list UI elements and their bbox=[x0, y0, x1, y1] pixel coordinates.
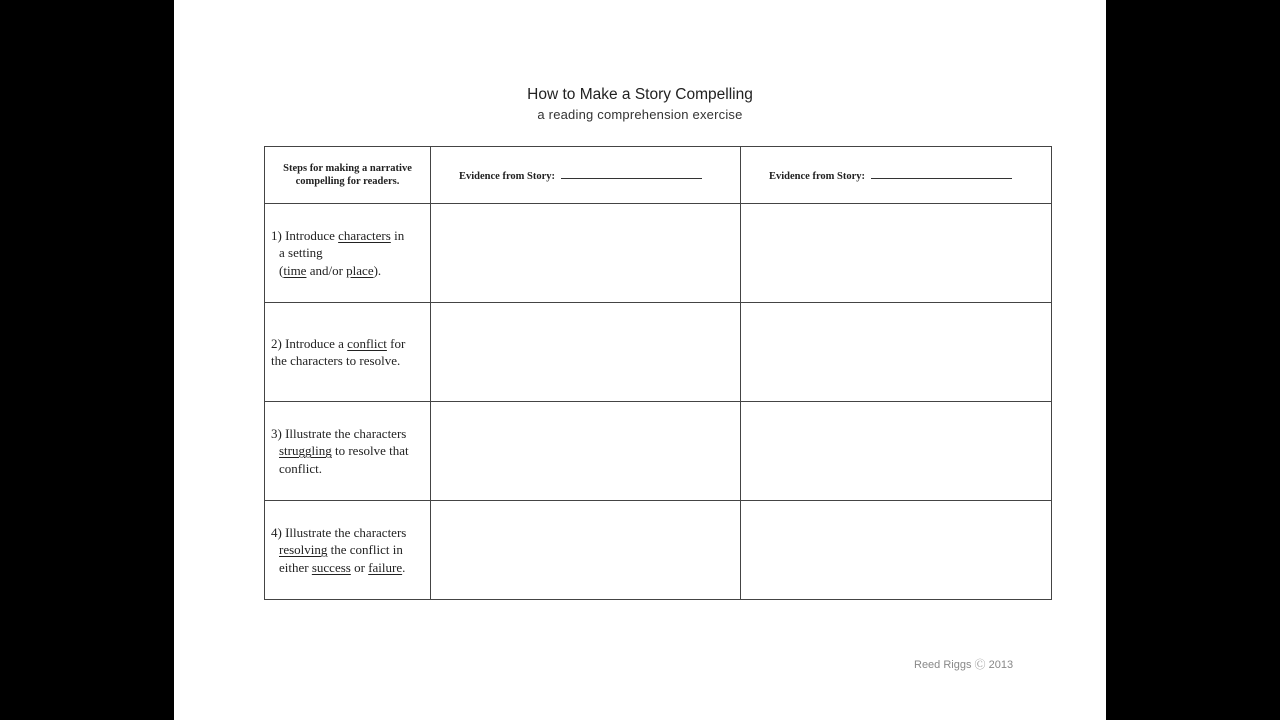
step-keyword: conflict bbox=[347, 335, 387, 351]
worksheet-page bbox=[174, 0, 1106, 720]
page-subtitle: a reading comprehension exercise bbox=[537, 107, 743, 122]
worksheet-table bbox=[264, 146, 1052, 600]
step-text: 1) Introduce bbox=[271, 227, 339, 243]
evidence-header-label-2: Evidence from Story: bbox=[769, 170, 866, 182]
step-text: a setting bbox=[279, 245, 323, 261]
evidence-cell-4-2[interactable] bbox=[741, 501, 1052, 600]
step-cell-2 bbox=[265, 303, 431, 402]
step-keyword: resolving bbox=[279, 542, 328, 558]
evidence-cell-3-2[interactable] bbox=[741, 402, 1052, 501]
step-text: in bbox=[390, 227, 405, 243]
evidence-cell-3-1[interactable] bbox=[431, 402, 741, 501]
step-keyword: failure bbox=[368, 559, 403, 575]
page-title: How to Make a Story Compelling bbox=[527, 86, 753, 103]
evidence-cell-2-1[interactable] bbox=[431, 303, 741, 402]
step-cell-3 bbox=[265, 402, 431, 501]
step-text: 2) Introduce a bbox=[271, 335, 348, 351]
evidence-header-label-1: Evidence from Story: bbox=[459, 170, 556, 182]
step-cell-1 bbox=[265, 204, 431, 303]
steps-column-header: Steps for making a narrative compelling for readers. bbox=[265, 147, 431, 204]
evidence-cell-1-1[interactable] bbox=[431, 204, 741, 303]
step-text: 3) Illustrate the characters bbox=[271, 425, 407, 441]
table-row bbox=[265, 501, 1052, 600]
evidence-column-header-2 bbox=[741, 147, 1052, 204]
evidence-cell-4-1[interactable] bbox=[431, 501, 741, 600]
story-name-blank-2[interactable] bbox=[871, 169, 1012, 179]
step-keyword: place bbox=[346, 262, 374, 278]
step-keyword: characters bbox=[338, 227, 391, 243]
table-row bbox=[265, 204, 1052, 303]
step-cell-4 bbox=[265, 501, 431, 600]
copyright-footer: Reed Riggs Ⓒ 2013 bbox=[914, 659, 1014, 671]
evidence-column-header-1 bbox=[431, 147, 741, 204]
step-text: conflict. bbox=[279, 460, 322, 476]
step-text: either bbox=[279, 559, 312, 575]
table-header-row bbox=[265, 147, 1052, 204]
step-text: the characters to resolve. bbox=[271, 353, 401, 368]
step-keyword: success bbox=[311, 559, 351, 575]
table-row bbox=[265, 303, 1052, 402]
story-name-blank-1[interactable] bbox=[561, 169, 702, 179]
table-row bbox=[265, 402, 1052, 501]
step-keyword: time bbox=[283, 262, 307, 278]
step-text: to resolve that bbox=[331, 443, 409, 459]
step-text: . bbox=[402, 559, 406, 575]
step-text: or bbox=[350, 559, 369, 575]
step-text: ). bbox=[373, 262, 382, 278]
step-text: 4) Illustrate the characters bbox=[271, 524, 407, 540]
step-text: and/or bbox=[306, 262, 347, 278]
step-text: the conflict in bbox=[327, 542, 403, 558]
step-keyword: struggling bbox=[279, 443, 332, 459]
evidence-cell-2-2[interactable] bbox=[741, 303, 1052, 402]
evidence-cell-1-2[interactable] bbox=[741, 204, 1052, 303]
step-text: for bbox=[386, 335, 406, 351]
step-text: ( bbox=[279, 262, 284, 278]
